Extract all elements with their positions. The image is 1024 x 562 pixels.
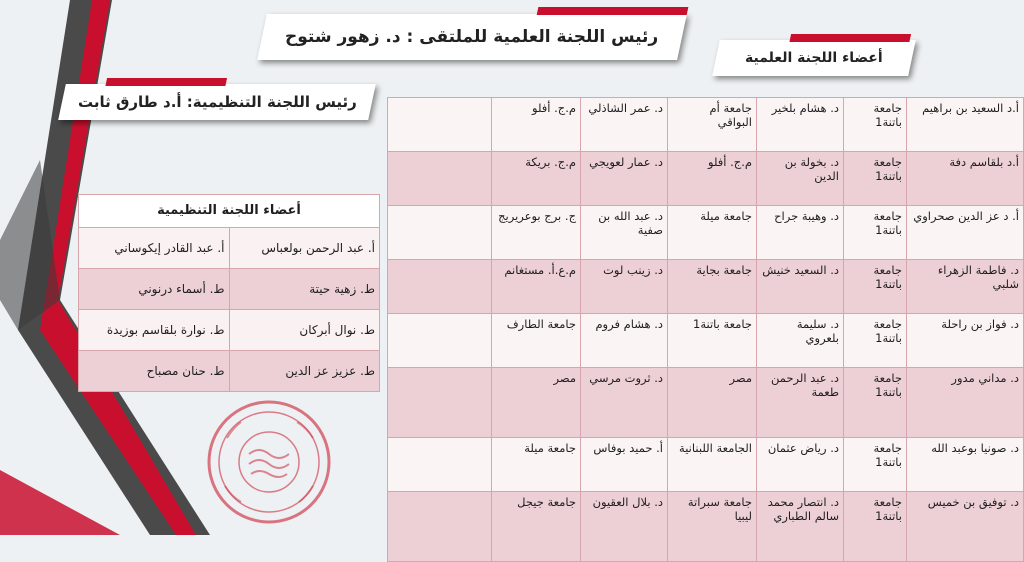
table-cell xyxy=(388,368,492,438)
table-cell: د. عمار لعويجي xyxy=(581,152,668,206)
table-cell: جامعة باتنة1 xyxy=(844,438,907,492)
table-row xyxy=(388,314,1024,368)
table-cell: جامعة سبراتة ليبيا xyxy=(668,492,757,562)
table-cell: مصر xyxy=(492,368,581,438)
organizing-table-title: أعضاء اللجنة التنظيمية xyxy=(79,195,380,228)
table-row xyxy=(79,228,380,269)
organizing-committee-head-banner xyxy=(58,84,376,120)
table-cell: د. مداني مدور xyxy=(907,368,1024,438)
table-cell: جامعة ميلة xyxy=(668,206,757,260)
table-cell: جامعة ميلة xyxy=(492,438,581,492)
table-cell: جامعة باتنة1 xyxy=(844,152,907,206)
banner-accent xyxy=(789,34,911,42)
official-stamp-seal xyxy=(205,398,333,526)
scientific-members-banner xyxy=(712,40,916,76)
table-cell: جامعة باتنة1 xyxy=(844,206,907,260)
table-cell: جامعة جيجل xyxy=(492,492,581,562)
scientific-members-table xyxy=(387,97,1024,562)
table-row xyxy=(388,152,1024,206)
table-cell: ط. أسماء درنوني xyxy=(79,269,230,310)
table-cell: د. وهيبة جراح xyxy=(757,206,844,260)
table-cell: م.ج. أفلو xyxy=(492,98,581,152)
table-cell: جامعة الطارف xyxy=(492,314,581,368)
table-cell: د. بلال العقيون xyxy=(581,492,668,562)
table-cell: د. هشام فروم xyxy=(581,314,668,368)
table-cell: ط. زهية حيتة xyxy=(229,269,380,310)
table-cell: د. صونيا بوعبد الله xyxy=(907,438,1024,492)
table-cell: م.ع.أ. مستغانم xyxy=(492,260,581,314)
table-cell xyxy=(388,152,492,206)
table-row xyxy=(388,206,1024,260)
table-cell xyxy=(388,438,492,492)
table-cell: مصر xyxy=(668,368,757,438)
scientific-committee-head-banner xyxy=(257,14,687,60)
table-cell: جامعة باتنة1 xyxy=(844,314,907,368)
table-cell: جامعة باتنة1 xyxy=(844,492,907,562)
table-cell: ج. برج بوعريريج xyxy=(492,206,581,260)
table-cell: جامعة باتنة1 xyxy=(844,368,907,438)
table-row xyxy=(388,368,1024,438)
table-cell xyxy=(388,98,492,152)
table-row xyxy=(388,438,1024,492)
table-cell: جامعة باتنة1 xyxy=(844,260,907,314)
table-cell: د. فواز بن راحلة xyxy=(907,314,1024,368)
table-cell: جامعة بجاية xyxy=(668,260,757,314)
table-cell: ط. حنان مصباح xyxy=(79,351,230,392)
banner-text: أعضاء اللجنة العلمية xyxy=(745,50,883,66)
table-cell: الجامعة اللبنانية xyxy=(668,438,757,492)
banner-accent xyxy=(105,78,227,86)
table-cell: جامعة باتنة1 xyxy=(668,314,757,368)
table-cell: أ.د السعيد بن براهيم xyxy=(907,98,1024,152)
table-row xyxy=(79,351,380,392)
table-cell: د. توفيق بن خميس xyxy=(907,492,1024,562)
table-cell: د. بخولة بن الدين xyxy=(757,152,844,206)
table-cell: م.ج. أفلو xyxy=(668,152,757,206)
table-cell: جامعة أم البواقي xyxy=(668,98,757,152)
table-cell: أ. عبد الرحمن بولعباس xyxy=(229,228,380,269)
table-cell xyxy=(388,206,492,260)
table-cell: د. هشام بلخير xyxy=(757,98,844,152)
table-cell: د. فاطمة الزهراء شلبي xyxy=(907,260,1024,314)
table-row xyxy=(388,98,1024,152)
table-row xyxy=(79,310,380,351)
table-cell: أ.د بلقاسم دفة xyxy=(907,152,1024,206)
table-cell: ط. عزيز عز الدين xyxy=(229,351,380,392)
table-cell: د. انتصار محمد سالم الطباري xyxy=(757,492,844,562)
table-cell: أ. عبد القادر إيكوساني xyxy=(79,228,230,269)
table-cell: أ. حميد بوفاس xyxy=(581,438,668,492)
table-cell xyxy=(388,260,492,314)
table-cell: جامعة باتنة1 xyxy=(844,98,907,152)
table-cell: د. عمر الشاذلي xyxy=(581,98,668,152)
organizing-members-table xyxy=(78,194,380,392)
table-cell: د. زينب لوت xyxy=(581,260,668,314)
table-cell: د. سليمة بلعروي xyxy=(757,314,844,368)
banner-text: رئيس اللجنة التنظيمية: أ.د طارق ثابت xyxy=(77,93,357,111)
table-cell: ط. نوال أبركان xyxy=(229,310,380,351)
table-row xyxy=(388,492,1024,562)
table-cell: د. السعيد خنيش xyxy=(757,260,844,314)
table-cell: د. عبد الله بن صفية xyxy=(581,206,668,260)
table-cell: د. ثروت مرسي xyxy=(581,368,668,438)
table-row xyxy=(388,260,1024,314)
banner-accent xyxy=(537,7,689,15)
table-cell xyxy=(388,314,492,368)
banner-text: رئيس اللجنة العلمية للملتقى : د. زهور شتوح xyxy=(285,27,659,47)
table-cell: م.ج. بريكة xyxy=(492,152,581,206)
table-cell: ط. نوارة بلقاسم بوزيدة xyxy=(79,310,230,351)
table-cell: أ. د عز الدين صحراوي xyxy=(907,206,1024,260)
table-cell: د. عبد الرحمن طعمة xyxy=(757,368,844,438)
table-cell xyxy=(388,492,492,562)
table-row xyxy=(79,269,380,310)
table-cell: د. رياض عثمان xyxy=(757,438,844,492)
